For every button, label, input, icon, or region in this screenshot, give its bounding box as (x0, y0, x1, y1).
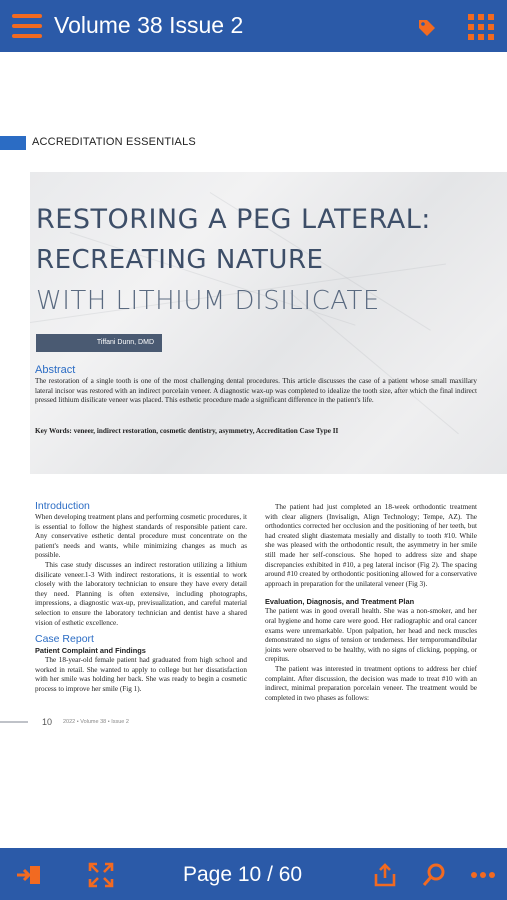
keywords: Key Words: veneer, indirect restoration, cosmetic dentistry, asymmetry, Accreditation Case Type II (35, 427, 339, 435)
top-toolbar (0, 0, 507, 52)
tag-icon[interactable] (417, 18, 437, 38)
share-icon[interactable] (372, 862, 398, 888)
folio-meta: 2022 • Volume 38 • Issue 2 (63, 719, 129, 725)
page-indicator: Page 10 / 60 (183, 863, 303, 886)
intro-paragraph-1: When developing treatment plans and performing cosmetic procedures, it is essential to follow the highest standards of responsible patient care. Any conservative esthetic dental procedure must concentrate on the patient's needs and wants, while minimizing changes as much as possible. (35, 513, 247, 560)
author-byline: Tiffani Dunn, DMD (36, 334, 162, 352)
menu-icon[interactable] (12, 14, 42, 38)
folio-number: 10 (42, 717, 53, 727)
grid-icon[interactable] (468, 14, 494, 40)
evaluation-paragraph-2: The patient was interested in treatment options to address her chief complaint. After discussion, the decision was made to treat #10 with an indirect, minimal preparation porcelain veneer. The treatment would be completed in two phases as follows: (265, 664, 477, 702)
bottom-toolbar (0, 848, 507, 900)
article-title-line2: RECREATING NATURE (36, 245, 324, 275)
ortho-paragraph: The patient had just completed an 18-week orthodontic treatment with clear aligners (Invisalign, Align Technology; Tempe, AZ). The orthodontics corrected her occlusion and the positioning of her teeth, but had created slight diastemata mesially and distally to tooth #10. While she was pleased with the orthodontic result, the asymmetry in her smile still made her self-conscious. She hoped to address size and shape discrepancies exhibited in #10, a peg lateral incisor (Fig 2). The spacing around #10 created by orthodontic positioning allowed for a conservative approach in preparation for the unilateral veneer (Fig 3). (265, 503, 477, 588)
abstract-text: The restoration of a single tooth is one of the most challenging dental procedures. This article discusses the case of a patient whose small maxillary lateral incisor was restored with an indirect porcelain veneer. A diagnostic wax-up was completed to idealize the tooth size, after which the final indirect pressed lithium disilicate veneer was placed. This esthetic procedure made a significant difference in the patient's life. (35, 377, 477, 405)
issue-title: Volume 38 Issue 2 (54, 12, 244, 38)
evaluation-paragraph-1: The patient was in good overall health. She was a non-smoker, and her oral hygiene and home care were good. Her radiographic and oral cancer exams were unremarkable. Upon palpation, her head and neck muscles demonstrated no signs of tension or tenderness. Her temporomandibular joints were observed to be healthy, with no signs of clicking, popping, or crepitus. (265, 607, 477, 664)
folio-rule (0, 721, 28, 723)
more-icon[interactable] (470, 862, 496, 888)
section-marker (0, 136, 26, 150)
evaluation-subheading: Evaluation, Diagnosis, and Treatment Plan (265, 597, 415, 607)
intro-paragraph-2: This case study discusses an indirect restoration utilizing a lithium disilicate veneer.1-3 With indirect restorations, it is essential to work closely with the laboratory technician to ensure they have every detail they need. Planning is often extensive, including photographs, impressions, a diagnostic wax-up, previsualization, and careful material selection to ensure the laboratory technician and dentist have a shared vision of esthetic excellence. (35, 560, 247, 627)
case-subheading: Patient Complaint and Findings (35, 646, 146, 656)
right-column (265, 503, 477, 703)
article-title-line1: RESTORING A PEG LATERAL: (36, 204, 431, 235)
intro-heading: Introduction (35, 500, 90, 512)
case-paragraph-1: The 18-year-old female patient had graduated from high school and worked in retail. She wanted to apply to college but her dissatisfaction with her smile was holding her back. She was ready to begin a cosmetic process to improve her smile (Fig 1). (35, 656, 247, 693)
exit-icon[interactable] (16, 862, 42, 888)
case-heading: Case Report (35, 633, 94, 646)
search-icon[interactable] (421, 862, 447, 888)
abstract-heading: Abstract (35, 364, 76, 376)
fullscreen-icon[interactable] (88, 862, 114, 888)
left-column (35, 500, 247, 695)
article-title-line3: WITH LITHIUM DISILICATE (36, 286, 380, 316)
